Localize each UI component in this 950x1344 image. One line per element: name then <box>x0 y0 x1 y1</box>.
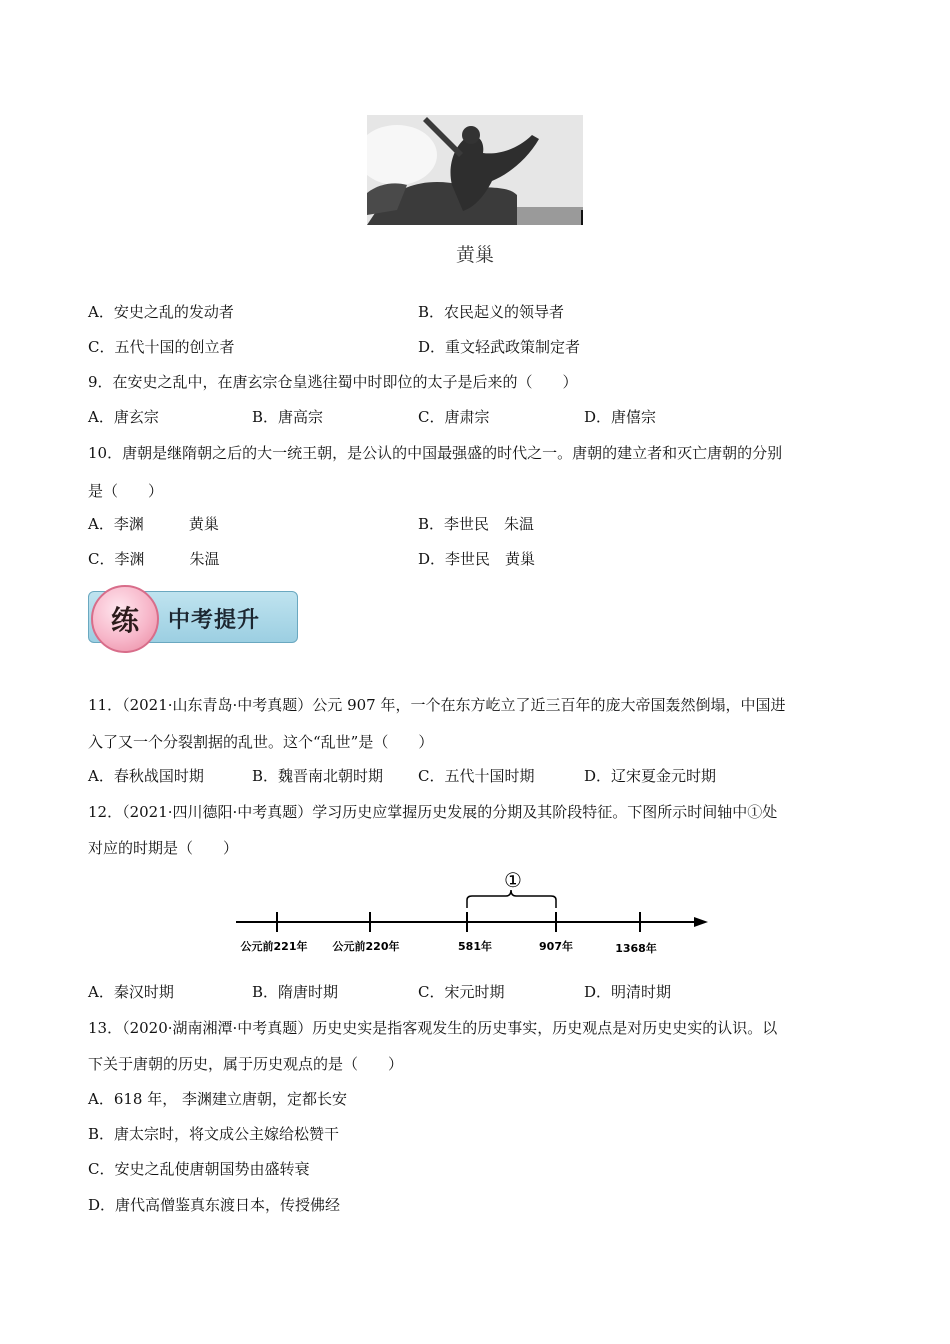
q9-stem: 9．在安史之乱中，在唐玄宗仓皇逃往蜀中时即位的太子是后来的（ ） <box>88 373 578 391</box>
section-title: 中考提升 <box>168 608 261 633</box>
q9-option-d[interactable]: D．唐僖宗 <box>584 408 657 426</box>
timeline-brace <box>467 890 556 908</box>
q9-option-b[interactable]: B．唐高宗 <box>252 408 324 426</box>
timeline-label: 581年 <box>458 940 492 953</box>
timeline-marker: ① <box>504 868 522 892</box>
q13-option-d[interactable]: D．唐代高僧鉴真东渡日本，传授佛经 <box>88 1196 341 1214</box>
timeline-label: 907年 <box>539 940 573 953</box>
q12-option-b[interactable]: B．隋唐时期 <box>252 983 339 1001</box>
q13-stem-line2: 下关于唐朝的历史，属于历史观点的是（ ） <box>88 1055 404 1073</box>
timeline-label: 1368年 <box>615 942 657 955</box>
timeline-diagram <box>230 862 720 966</box>
timeline-arrow <box>694 917 708 927</box>
q10-option-a[interactable]: A．李渊 黄巢 <box>88 515 219 533</box>
q10-option-b[interactable]: B．李世民 朱温 <box>418 515 535 533</box>
q12-option-a[interactable]: A．秦汉时期 <box>88 983 174 1001</box>
q11-option-d[interactable]: D．辽宋夏金元时期 <box>584 767 717 785</box>
q11-option-c[interactable]: C．五代十国时期 <box>418 767 535 785</box>
q10-stem-line1: 10．唐朝是继隋朝之后的大一统王朝，是公认的中国最强盛的时代之一。唐朝的建立者和灭亡唐朝的分别 <box>88 444 783 462</box>
q10-stem-line2: 是（ ） <box>88 482 164 500</box>
q11-stem-line2: 入了又一个分裂割据的乱世。这个“乱世”是（ ） <box>88 733 434 751</box>
timeline-label: 公元前221年 <box>240 940 308 953</box>
q12-stem-line1: 12．（2021·四川德阳·中考真题）学习历史应掌握历史发展的分期及其阶段特征。下图所示时间轴中①处 <box>88 803 778 821</box>
q8-option-c[interactable]: C．五代十国的创立者 <box>88 338 235 356</box>
q8-option-d[interactable]: D．重文轻武政策制定者 <box>418 338 581 356</box>
q11-stem-line1: 11．（2021·山东青岛·中考真题）公元 907 年，一个在东方屹立了近三百年的庞大帝国轰然倒塌，中国进 <box>88 696 786 714</box>
q12-option-c[interactable]: C．宋元时期 <box>418 983 505 1001</box>
q12-option-d[interactable]: D．明清时期 <box>584 983 672 1001</box>
q11-option-b[interactable]: B．魏晋南北朝时期 <box>252 767 384 785</box>
q9-option-a[interactable]: A．唐玄宗 <box>88 408 159 426</box>
section-banner <box>88 585 300 649</box>
q10-option-d[interactable]: D．李世民 黄巢 <box>418 550 536 568</box>
section-badge: 练 <box>91 585 159 653</box>
huang-chao-statue-image <box>367 115 583 225</box>
q8-option-b[interactable]: B．农民起义的领导者 <box>418 303 565 321</box>
q13-option-b[interactable]: B．唐太宗时，将文成公主嫁给松赞干 <box>88 1125 340 1143</box>
figure-caption: 黄巢 <box>455 244 494 266</box>
q13-stem-line1: 13．（2020·湖南湘潭·中考真题）历史史实是指客观发生的历史事实，历史观点是对历史史实的认识。以 <box>88 1019 778 1037</box>
q13-option-c[interactable]: C．安史之乱使唐朝国势由盛转衰 <box>88 1160 310 1178</box>
q8-option-a[interactable]: A．安史之乱的发动者 <box>88 303 234 321</box>
q9-option-c[interactable]: C．唐肃宗 <box>418 408 490 426</box>
q11-option-a[interactable]: A．春秋战国时期 <box>88 767 204 785</box>
q10-option-c[interactable]: C．李渊 朱温 <box>88 550 220 568</box>
timeline-label: 公元前220年 <box>332 940 400 953</box>
q13-option-a[interactable]: A．618 年， 李渊建立唐朝，定都长安 <box>88 1090 348 1108</box>
q12-stem-line2: 对应的时期是（ ） <box>88 839 239 857</box>
